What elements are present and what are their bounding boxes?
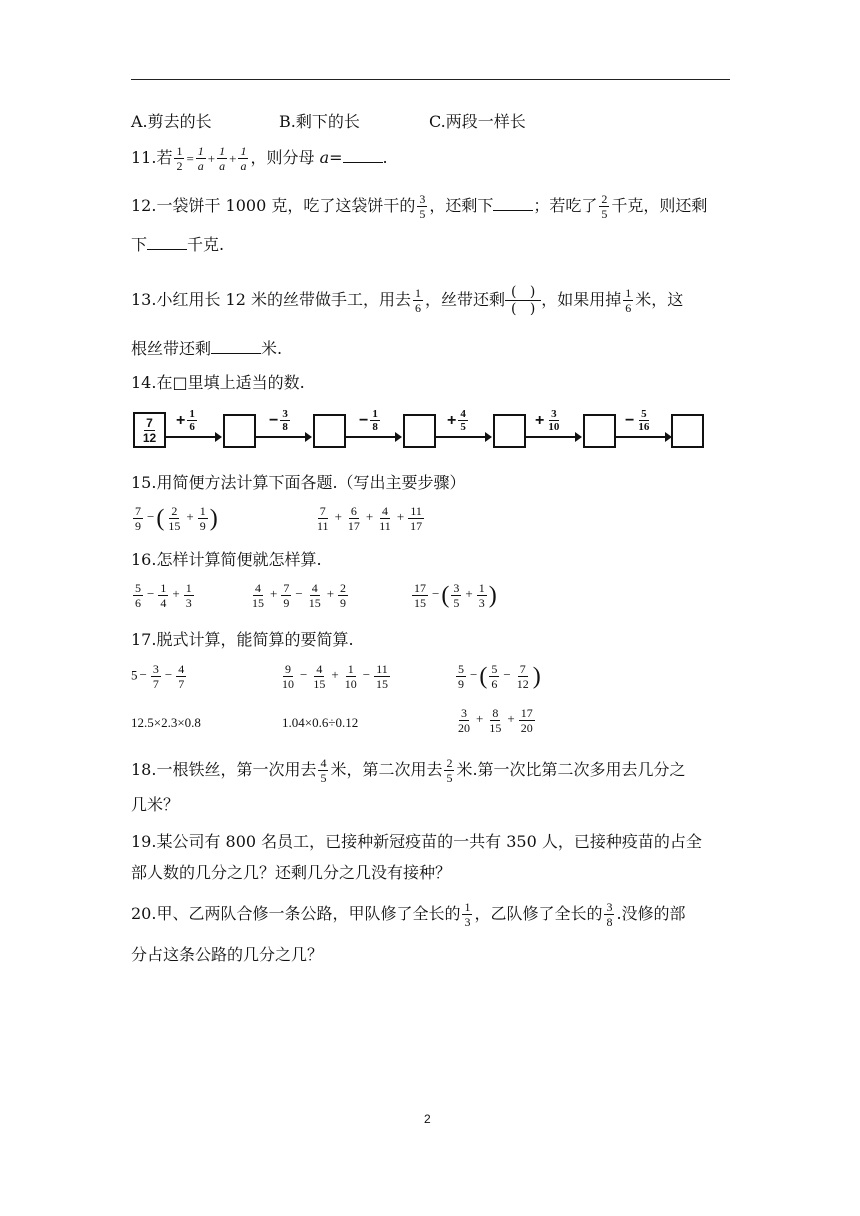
header-rule: [131, 79, 730, 80]
expr-17d: 12.5×2.3×0.8: [131, 715, 201, 730]
answer-box[interactable]: [493, 414, 526, 448]
expr-17b: $\frac{9}{10}$ − $\frac{4}{15}$ + $\frac{1}{10}$ − $\frac{11}{15}$: [282, 662, 389, 691]
fraction-answer-box[interactable]: $\frac{( )}{( )}$: [505, 284, 541, 317]
arrow: [526, 436, 580, 438]
question-18-line2: 几米？: [131, 795, 180, 814]
expr-17a: 5 − $\frac{3}{7}$ − $\frac{4}{7}$: [131, 662, 185, 691]
expr-17e: 1.04×0.6÷0.12: [282, 715, 359, 730]
answer-blank[interactable]: [343, 148, 383, 163]
question-18: 18.一根铁丝，第一次用去 $\frac{4}{5}$ 米，第二次用去 $\frac{2}{5}$ 米.第一次比第二次多用去几分之: [131, 756, 686, 785]
question-20-line2: 分占这条公路的几分之几？: [131, 945, 324, 964]
question-13: 13.小红用长 12 米的丝带做手工，用去 $\frac{1}{6}$ ，丝带还剩 $\frac{( )}{( )}$ ，如果用掉 $\frac{1}{6}$ 米，这: [131, 284, 684, 317]
expr-15a: $\frac{7}{9}$ −( $\frac{2}{15}$ + $\frac{1}{9}$ ): [135, 504, 218, 533]
question-15: 15.用简便方法计算下面各题.（写出主要步骤）: [131, 473, 466, 492]
question-12: 12.一袋饼干 1000 克，吃了这袋饼干的 $\frac{3}{5}$ ，还剩下 ；若吃了 $\frac{2}{5}$ 千克，则还剩: [131, 192, 708, 221]
expr-16a: $\frac{5}{6}$ − $\frac{1}{4}$ + $\frac{1}{3}$: [135, 581, 192, 610]
answer-box[interactable]: [403, 414, 436, 448]
arrow: [616, 436, 670, 438]
question-16: 16.怎样计算简便就怎样算.: [131, 550, 322, 569]
answer-box[interactable]: [583, 414, 616, 448]
operation-chain: [131, 408, 706, 450]
question-12-line2: 下 千克.: [131, 235, 225, 254]
question-14: 14.在□里填上适当的数.: [131, 373, 305, 392]
option-a: A.剪去的长: [131, 112, 212, 131]
expr-16c: $\frac{17}{15}$ −( $\frac{3}{5}$ + $\frac{1}{3}$ ): [414, 581, 497, 610]
answer-blank[interactable]: [147, 235, 187, 250]
op-label: + $\frac{3}{10}$: [535, 408, 560, 433]
op-label: − $\frac{5}{16}$: [625, 408, 650, 433]
answer-box[interactable]: [223, 414, 256, 448]
question-19-line2: 部人数的几分之几？还剩几分之几没有接种？: [131, 863, 452, 882]
question-20: 20.甲、乙两队合修一条公路，甲队修了全长的 $\frac{1}{3}$ ，乙队修了全长的 $\frac{3}{8}$ .没修的部: [131, 900, 686, 929]
question-13-line2: 根丝带还剩 米.: [131, 339, 283, 358]
expr-17f: $\frac{3}{20}$ + $\frac{8}{15}$ + $\frac{17}{20}$: [458, 706, 533, 735]
answer-box[interactable]: [671, 414, 704, 448]
expr-17c: $\frac{5}{9}$ −( $\frac{5}{6}$ − $\frac{7}{12}$ ): [458, 662, 541, 691]
op-label: + $\frac{1}{6}$: [176, 408, 195, 433]
arrow: [436, 436, 490, 438]
op-label: − $\frac{3}{8}$: [269, 408, 288, 433]
op-label: + $\frac{4}{5}$: [447, 408, 466, 433]
arrow: [166, 436, 220, 438]
start-box: 7 12: [133, 412, 166, 448]
question-17: 17.脱式计算，能简算的要简算.: [131, 630, 354, 649]
expr-16b: $\frac{4}{15}$ + $\frac{7}{9}$ − $\frac{4}{15}$ + $\frac{2}{9}$: [252, 581, 347, 610]
page-number: 2: [424, 1112, 431, 1126]
question-11: 11.若 $\frac{1}{2}$ = $\frac{1}{a}$ + $\frac{1}{a}$ + $\frac{1}{a}$ ，则分母 a= .: [131, 144, 388, 173]
arrow: [256, 436, 310, 438]
arrow: [346, 436, 400, 438]
option-c: C.两段一样长: [429, 112, 526, 131]
answer-blank[interactable]: [211, 339, 261, 354]
expr-15b: $\frac{7}{11}$ + $\frac{6}{17}$ + $\frac{4}{11}$ + $\frac{11}{17}$: [317, 504, 423, 533]
option-b: B.剩下的长: [279, 112, 360, 131]
op-label: − $\frac{1}{8}$: [359, 408, 378, 433]
answer-blank[interactable]: [493, 196, 533, 211]
options-row: [131, 109, 526, 135]
question-19: 19.某公司有 800 名员工，已接种新冠疫苗的一共有 350 人，已接种疫苗的占全: [131, 832, 702, 851]
answer-box[interactable]: [313, 414, 346, 448]
